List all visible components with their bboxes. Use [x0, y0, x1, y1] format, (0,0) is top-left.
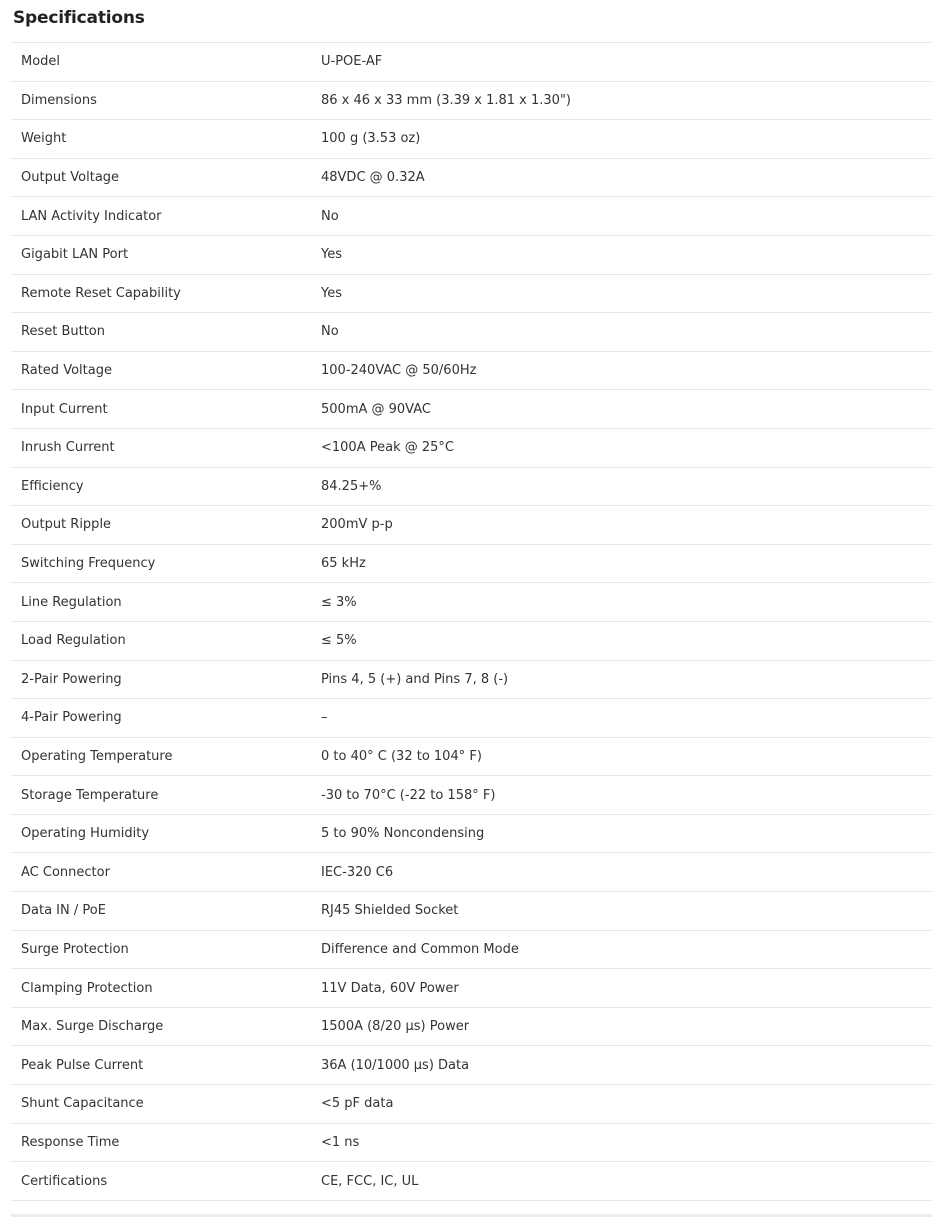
table-row: [11, 583, 932, 622]
spec-label: Dimensions: [11, 81, 311, 120]
spec-value: Yes: [311, 235, 932, 274]
spec-label: Max. Surge Discharge: [11, 1007, 311, 1046]
table-row: [11, 969, 932, 1008]
table-row: [11, 120, 932, 159]
spec-label: Rated Voltage: [11, 351, 311, 390]
table-row: [11, 544, 932, 583]
spec-label: Shunt Capacitance: [11, 1085, 311, 1124]
table-row: [11, 197, 932, 236]
spec-label: Gigabit LAN Port: [11, 235, 311, 274]
spec-label: Data IN / PoE: [11, 892, 311, 931]
spec-value: No: [311, 313, 932, 352]
spec-label: Model: [11, 43, 311, 82]
spec-label: Output Voltage: [11, 158, 311, 197]
spec-label: Weight: [11, 120, 311, 159]
spec-label: Line Regulation: [11, 583, 311, 622]
table-row: [11, 313, 932, 352]
spec-label: Peak Pulse Current: [11, 1046, 311, 1085]
table-row: [11, 699, 932, 738]
spec-label: Storage Temperature: [11, 776, 311, 815]
spec-value: ≤ 3%: [311, 583, 932, 622]
table-row: [11, 737, 932, 776]
table-row: [11, 814, 932, 853]
spec-label: Surge Protection: [11, 930, 311, 969]
table-row: [11, 1007, 932, 1046]
specifications-table: [11, 42, 932, 1201]
spec-value: 0 to 40° C (32 to 104° F): [311, 737, 932, 776]
spec-value: Difference and Common Mode: [311, 930, 932, 969]
spec-value: 48VDC @ 0.32A: [311, 158, 932, 197]
spec-value: ≤ 5%: [311, 621, 932, 660]
spec-value: U-POE-AF: [311, 43, 932, 82]
spec-label: Reset Button: [11, 313, 311, 352]
spec-value: 1500A (8/20 µs) Power: [311, 1007, 932, 1046]
spec-value: 100-240VAC @ 50/60Hz: [311, 351, 932, 390]
spec-label: Inrush Current: [11, 428, 311, 467]
spec-label: 2-Pair Powering: [11, 660, 311, 699]
table-row: [11, 1123, 932, 1162]
table-row: [11, 467, 932, 506]
spec-value: 11V Data, 60V Power: [311, 969, 932, 1008]
spec-value: 36A (10/1000 µs) Data: [311, 1046, 932, 1085]
table-row: [11, 853, 932, 892]
spec-value: No: [311, 197, 932, 236]
table-row: [11, 1046, 932, 1085]
table-row: [11, 660, 932, 699]
table-row: [11, 235, 932, 274]
spec-value: 86 x 46 x 33 mm (3.39 x 1.81 x 1.30"): [311, 81, 932, 120]
spec-value: 5 to 90% Noncondensing: [311, 814, 932, 853]
section-divider: [11, 1214, 932, 1217]
table-row: [11, 81, 932, 120]
spec-label: Input Current: [11, 390, 311, 429]
table-row: [11, 892, 932, 931]
page-title: Specifications: [13, 8, 145, 28]
spec-label: Clamping Protection: [11, 969, 311, 1008]
spec-label: Output Ripple: [11, 506, 311, 545]
spec-label: Certifications: [11, 1162, 311, 1201]
spec-label: 4-Pair Powering: [11, 699, 311, 738]
spec-value: Yes: [311, 274, 932, 313]
table-row: [11, 621, 932, 660]
spec-value: 100 g (3.53 oz): [311, 120, 932, 159]
table-row: [11, 428, 932, 467]
spec-value: Pins 4, 5 (+) and Pins 7, 8 (-): [311, 660, 932, 699]
table-row: [11, 390, 932, 429]
table-row: [11, 506, 932, 545]
table-row: [11, 930, 932, 969]
spec-value: 200mV p-p: [311, 506, 932, 545]
spec-value: 500mA @ 90VAC: [311, 390, 932, 429]
table-row: [11, 158, 932, 197]
spec-value: <1 ns: [311, 1123, 932, 1162]
table-row: [11, 43, 932, 82]
table-row: [11, 776, 932, 815]
spec-label: LAN Activity Indicator: [11, 197, 311, 236]
table-row: [11, 274, 932, 313]
spec-value: -30 to 70°C (-22 to 158° F): [311, 776, 932, 815]
spec-value: CE, FCC, IC, UL: [311, 1162, 932, 1201]
spec-label: Switching Frequency: [11, 544, 311, 583]
spec-label: Remote Reset Capability: [11, 274, 311, 313]
spec-value: 65 kHz: [311, 544, 932, 583]
table-row: [11, 1162, 932, 1201]
spec-label: Efficiency: [11, 467, 311, 506]
table-row: [11, 1085, 932, 1124]
spec-value: <5 pF data: [311, 1085, 932, 1124]
spec-value: IEC-320 C6: [311, 853, 932, 892]
spec-label: Operating Humidity: [11, 814, 311, 853]
spec-value: <100A Peak @ 25°C: [311, 428, 932, 467]
spec-label: Response Time: [11, 1123, 311, 1162]
spec-label: Operating Temperature: [11, 737, 311, 776]
spec-value: RJ45 Shielded Socket: [311, 892, 932, 931]
spec-label: AC Connector: [11, 853, 311, 892]
table-row: [11, 351, 932, 390]
spec-value: 84.25+%: [311, 467, 932, 506]
spec-label: Load Regulation: [11, 621, 311, 660]
spec-value: –: [311, 699, 932, 738]
